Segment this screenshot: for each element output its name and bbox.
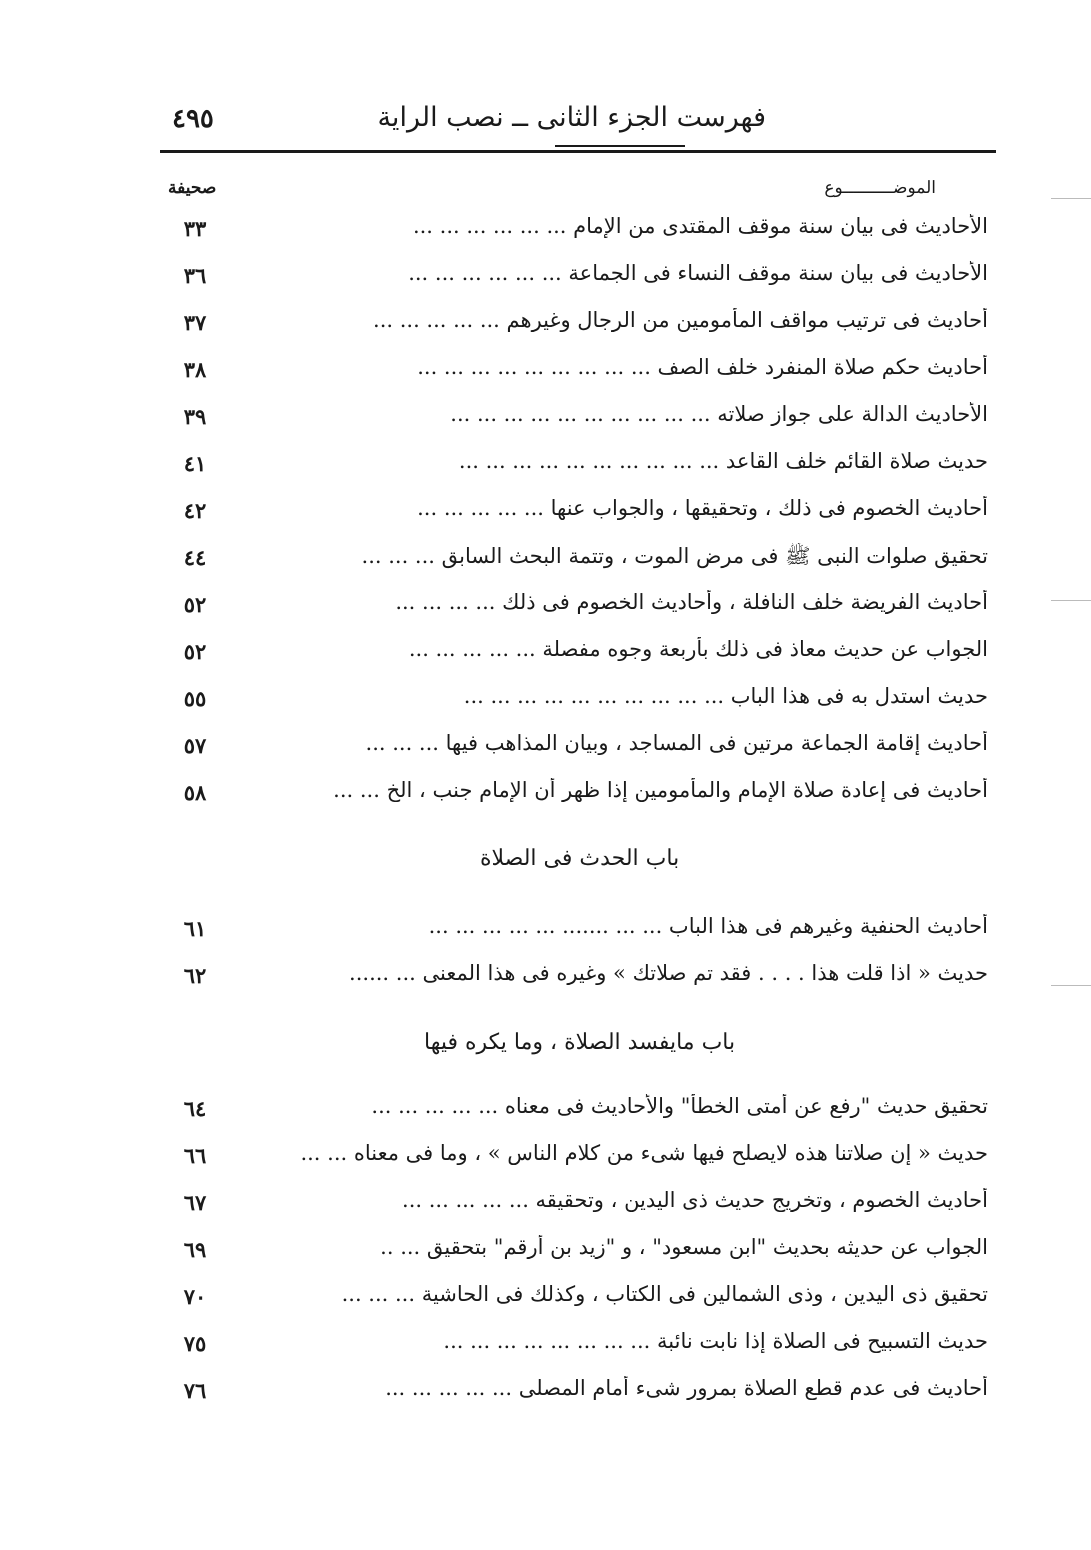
toc-entry bbox=[160, 349, 996, 396]
entry-text: حديث صلاة القائم خلف القاعد ... ... ... ... ... ... ... ... ... ... bbox=[458, 449, 988, 473]
entry-page: ٣٦ bbox=[183, 263, 207, 288]
toc-entry bbox=[160, 584, 996, 631]
toc-entry bbox=[160, 1088, 996, 1135]
entry-text: الجواب عن حديث معاذ فى ذلك بأربعة وجوه مفصلة ... ... ... ... ... bbox=[408, 637, 988, 661]
toc-entry bbox=[160, 955, 996, 1002]
entry-text: الجواب عن حديثه بحديث "ابن مسعود" ، و "زيد بن أرقم" بتحقيق ... .. bbox=[380, 1235, 988, 1259]
entry-text: الأحاديث فى بيان سنة موقف المقتدى من الإمام ... ... ... ... ... ... bbox=[412, 214, 988, 238]
toc-entries-group-2 bbox=[160, 908, 996, 1002]
toc-entry bbox=[160, 1229, 996, 1276]
margin-mark bbox=[1051, 198, 1091, 199]
entry-text: أحاديث الخصوم فى ذلك ، وتحقيقها ، والجواب عنها ... ... ... ... ... bbox=[417, 496, 988, 520]
toc-entry bbox=[160, 1370, 996, 1417]
entry-text: أحاديث فى ترتيب مواقف المأمومين من الرجال وغيرهم ... ... ... ... ... bbox=[373, 308, 988, 332]
topic-column-heading: الموضــــــــــوع bbox=[824, 178, 936, 198]
toc-entry bbox=[160, 490, 996, 537]
toc-entry bbox=[160, 678, 996, 725]
page-number: ٤٩٥ bbox=[172, 104, 214, 134]
toc-entry bbox=[160, 208, 996, 255]
entry-page: ٤٢ bbox=[183, 498, 207, 523]
entry-text: الأحاديث فى بيان سنة موقف النساء فى الجماعة ... ... ... ... ... ... bbox=[408, 261, 988, 285]
section-heading: باب مايفسد الصلاة ، وما يكره فيها bbox=[424, 1030, 736, 1055]
entry-text: حديث التسبيح فى الصلاة إذا نابت نائبة ... ... ... ... ... ... ... ... bbox=[443, 1329, 988, 1353]
entry-page: ٦٧ bbox=[183, 1190, 207, 1215]
entry-text: أحاديث الخصوم ، وتخريج حديث ذى اليدين ، وتحقيقه ... ... ... ... ... bbox=[402, 1188, 988, 1212]
entry-page: ٦٩ bbox=[183, 1237, 207, 1262]
toc-entry bbox=[160, 302, 996, 349]
entry-page: ٥٢ bbox=[183, 639, 207, 664]
entry-page: ٧٠ bbox=[183, 1284, 207, 1309]
margin-mark bbox=[1051, 985, 1091, 986]
entry-text: أحاديث الفريضة خلف النافلة ، وأحاديث الخصوم فى ذلك ... ... ... ... bbox=[395, 590, 988, 614]
entry-text: تحقيق صلوات النبى ﷺ فى مرض الموت ، وتتمة البحث السابق ... ... ... bbox=[361, 544, 988, 568]
toc-entry bbox=[160, 631, 996, 678]
entry-text: أحاديث حكم صلاة المنفرد خلف الصف ... ... ... ... ... ... ... ... ... bbox=[417, 355, 988, 379]
entry-page: ٥٢ bbox=[183, 592, 207, 617]
toc-entry bbox=[160, 772, 996, 819]
entry-page: ٦٤ bbox=[183, 1096, 207, 1121]
entry-text: أحاديث إقامة الجماعة مرتين فى المساجد ، وبيان المذاهب فيها ... ... ... bbox=[365, 731, 988, 755]
entry-page: ٣٣ bbox=[183, 216, 207, 241]
entry-page: ٦١ bbox=[183, 916, 207, 941]
entry-text: أحاديث فى إعادة صلاة الإمام والمأمومين إذا ظهر أن الإمام جنب ، الخ ... ... bbox=[333, 778, 988, 802]
entry-page: ٣٨ bbox=[183, 357, 207, 382]
toc-entry bbox=[160, 1135, 996, 1182]
entry-page: ٦٢ bbox=[183, 963, 207, 988]
header-rule bbox=[160, 150, 996, 153]
entry-page: ٥٥ bbox=[183, 686, 207, 711]
toc-entry bbox=[160, 443, 996, 490]
margin-mark bbox=[1051, 600, 1091, 601]
entry-page: ٧٦ bbox=[183, 1378, 207, 1403]
toc-entry bbox=[160, 725, 996, 772]
header-title: فهرست الجزء الثانى ــ نصب الراية bbox=[377, 102, 766, 133]
toc-entries-group-3 bbox=[160, 1088, 996, 1417]
toc-entry bbox=[160, 537, 996, 584]
entry-text: أحاديث فى عدم قطع الصلاة بمرور شىء أمام المصلى ... ... ... ... ... bbox=[385, 1376, 988, 1400]
entry-page: ٤١ bbox=[183, 451, 207, 476]
entry-page: ٥٧ bbox=[183, 733, 207, 758]
header-rule-mark bbox=[555, 145, 685, 147]
entry-page: ٧٥ bbox=[183, 1331, 207, 1356]
entry-text: تحقيق حديث "رفع عن أمتى الخطأ" والأحاديث فى معناه ... ... ... ... ... bbox=[371, 1094, 988, 1118]
entry-text: الأحاديث الدالة على جواز صلاته ... ... ... ... ... ... ... ... ... ... bbox=[450, 402, 988, 426]
toc-entry bbox=[160, 255, 996, 302]
toc-entry bbox=[160, 908, 996, 955]
toc-entry bbox=[160, 396, 996, 443]
entry-text: أحاديث الحنفية وغيرهم فى هذا الباب ... ... ....... ... ... ... ... ... bbox=[428, 914, 988, 938]
entry-page: ٤٤ bbox=[183, 545, 207, 570]
column-headings bbox=[160, 178, 996, 208]
section-heading: باب الحدث فى الصلاة bbox=[480, 846, 680, 871]
entry-text: حديث « اذا قلت هذا . . . . فقد تم صلاتك » وغيره فى هذا المعنى ... ...... bbox=[349, 961, 988, 985]
running-header bbox=[160, 96, 996, 152]
toc-entry bbox=[160, 1182, 996, 1229]
entry-page: ٦٦ bbox=[183, 1143, 207, 1168]
toc-entry bbox=[160, 1323, 996, 1370]
entry-page: ٥٨ bbox=[183, 780, 207, 805]
page-column-heading: صحيفة bbox=[168, 178, 217, 198]
entry-text: حديث « إن صلاتنا هذه لايصلح فيها شىء من كلام الناس » ، وما فى معناه ... ... bbox=[300, 1141, 988, 1165]
entry-page: ٣٧ bbox=[183, 310, 207, 335]
entry-text: حديث استدل به فى هذا الباب ... ... ... ... ... ... ... ... ... ... bbox=[463, 684, 988, 708]
entry-text: تحقيق ذى اليدين ، وذى الشمالين فى الكتاب ، وكذلك فى الحاشية ... ... ... bbox=[341, 1282, 988, 1306]
entry-page: ٣٩ bbox=[183, 404, 207, 429]
toc-entries-group-1 bbox=[160, 208, 996, 819]
toc-entry bbox=[160, 1276, 996, 1323]
